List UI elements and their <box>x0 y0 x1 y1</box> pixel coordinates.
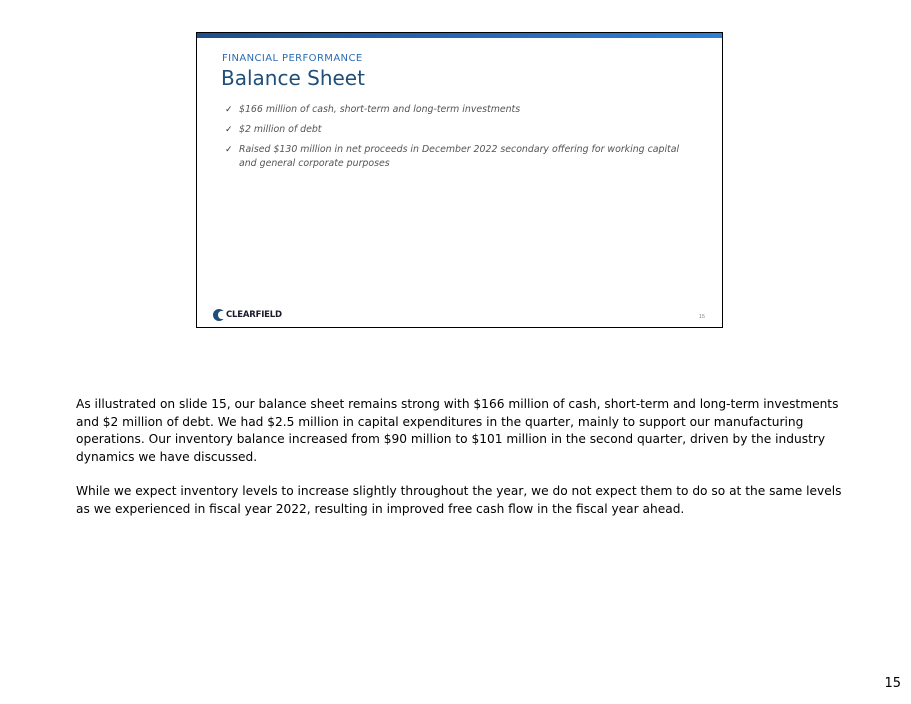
speaker-notes <box>76 396 846 535</box>
slide-bullet <box>225 123 695 137</box>
bullet-text: $2 million of debt <box>239 124 322 135</box>
page-number: 15 <box>884 676 901 691</box>
slide-bullet-list <box>225 103 695 177</box>
notes-paragraph: As illustrated on slide 15, our balance sheet remains strong with $166 million of cash, short-term and long-term investments and $2 million of debt. We had $2.5 million in capital expenditures in the quarter, mainly to support our manufacturing operations. Our inventory balance increased from $90 million to $101 million in the second quarter, driven by the industry dynamics we have discussed. <box>76 397 839 464</box>
bullet-text: $166 million of cash, short-term and long-term investments <box>239 104 521 115</box>
slide-title: Balance Sheet <box>221 66 365 90</box>
slide-bullet <box>225 143 695 171</box>
checkmark-icon: ✓ <box>225 105 233 115</box>
slide-top-bar <box>197 33 722 38</box>
logo-text: CLEARFIELD <box>226 310 282 320</box>
slide-number: 15 <box>698 314 705 320</box>
bullet-text: Raised $130 million in net proceeds in December 2022 secondary offering for working capital and general corporate purposes <box>239 144 680 169</box>
checkmark-icon: ✓ <box>225 125 233 135</box>
slide-bullet <box>225 103 695 117</box>
notes-paragraph: While we expect inventory levels to increase slightly throughout the year, we do not expect them to do so at the same levels as we experienced in fiscal year 2022, resulting in improved free cash flow in the fiscal year ahead. <box>76 484 842 516</box>
slide-thumbnail <box>196 32 723 328</box>
clearfield-logo <box>213 309 282 321</box>
logo-mark-icon <box>213 309 225 321</box>
slide-eyebrow: FINANCIAL PERFORMANCE <box>222 53 363 64</box>
checkmark-icon: ✓ <box>225 145 233 155</box>
